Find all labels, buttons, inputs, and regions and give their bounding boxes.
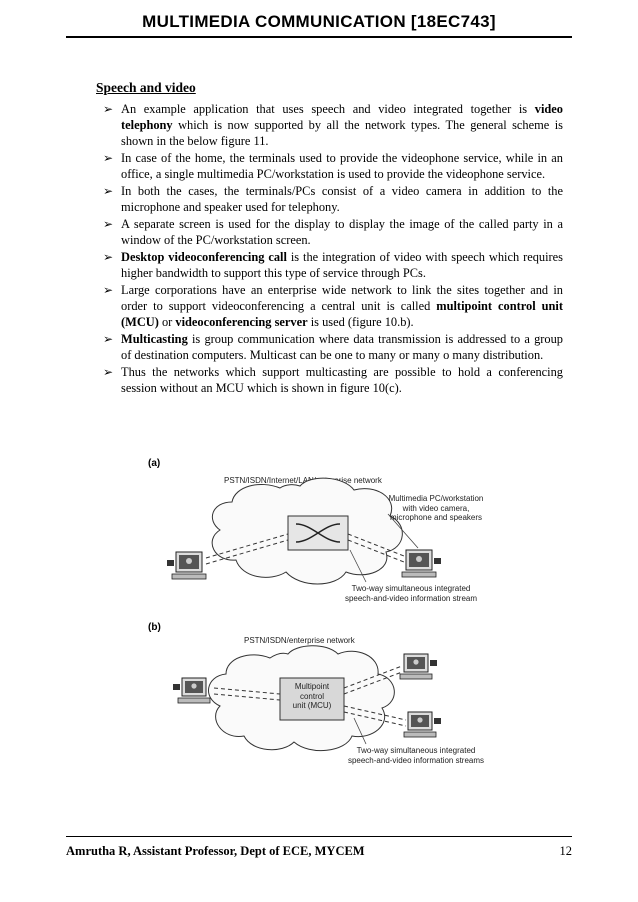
bullet-arrow-icon: ➢	[103, 283, 114, 297]
right-terminal	[402, 550, 441, 577]
bullet-text: or	[158, 315, 176, 329]
bullet-bold-text: Desktop videoconferencing call	[121, 250, 287, 264]
bullet-arrow-icon: ➢	[103, 217, 114, 231]
mcu-label: Multipoint control unit (MCU)	[292, 682, 332, 710]
bullet-arrow-icon: ➢	[103, 365, 114, 379]
figure-a	[140, 458, 500, 608]
bullet-item	[103, 101, 563, 149]
bullet-text: In case of the home, the terminals used to provide the videophone service, while in an office, a single multimedia PC/workstation is used to provide the videophone service.	[121, 151, 563, 181]
figure-b-stream-note: Two-way simultaneous integrated speech-and-video information streams	[347, 746, 485, 765]
page-number: 12	[559, 844, 572, 858]
section-heading: Speech and video	[96, 80, 196, 95]
bullet-text: is group communication where data transmission is addressed to a group of destination computers. Multicast can be one to many or many o many distribution.	[121, 332, 563, 362]
top-right-terminal-b	[400, 654, 437, 679]
left-terminal-b	[173, 678, 210, 703]
bullet-bold-text: video telephony	[121, 102, 563, 132]
figure-a-stream-note: Two-way simultaneous integrated speech-and-video information stream	[344, 584, 478, 603]
bullet-item	[103, 216, 563, 248]
bullet-arrow-icon: ➢	[103, 184, 114, 198]
page-header-title: MULTIMEDIA COMMUNICATION [18EC743]	[142, 12, 496, 31]
bullet-bold-text: Multicasting	[121, 332, 188, 346]
bottom-right-terminal-b	[404, 712, 441, 737]
bullet-bold-text: videoconferencing server	[175, 315, 308, 329]
bullet-arrow-icon: ➢	[103, 332, 114, 346]
figure-b-network-label: PSTN/ISDN/enterprise network	[244, 636, 355, 645]
bullet-list	[103, 101, 563, 397]
bullet-text: is used (figure 10.b).	[307, 315, 414, 329]
bullet-item	[103, 249, 563, 281]
bullet-text: Thus the networks which support multicasting are possible to hold a conferencing session without an MCU which is shown in figure 10(c).	[121, 365, 563, 395]
bullet-text: In both the cases, the terminals/PCs consist of a video camera in addition to the microphone and speaker used for telephony.	[121, 184, 563, 214]
bullet-arrow-icon: ➢	[103, 102, 114, 116]
figure-b	[140, 622, 500, 772]
figure-b-label: (b)	[148, 622, 161, 633]
figure-a-network-label: PSTN/ISDN/Internet/LAN/enterprise network	[224, 476, 382, 485]
bullet-arrow-icon: ➢	[103, 250, 114, 264]
footer-author: Amrutha R, Assistant Professor, Dept of ECE, MYCEM	[66, 844, 365, 858]
bullet-text: A separate screen is used for the display to display the image of the called party in a window of the PC/workstation screen.	[121, 217, 563, 247]
bullet-item	[103, 282, 563, 330]
bullet-item	[103, 364, 563, 396]
bullet-arrow-icon: ➢	[103, 151, 114, 165]
bullet-item	[103, 150, 563, 182]
bullet-item	[103, 183, 563, 215]
bullet-text: Large corporations have an enterprise wide network to link the sites together and in order to support videoconferencing a central unit is called	[121, 283, 563, 313]
bullet-bold-text: multipoint control unit (MCU)	[121, 299, 563, 329]
bullet-item	[103, 331, 563, 363]
bullet-text: An example application that uses speech and video integrated together is	[121, 102, 535, 116]
footer-rule	[66, 836, 572, 837]
header-rule	[66, 36, 572, 38]
figure-a-terminal-note: Multimedia PC/workstation with video camera, microphone and speakers	[388, 494, 484, 522]
left-terminal	[167, 552, 206, 579]
bullet-text: which is now supported by all the network types. The general scheme is shown in the below figure 11.	[121, 118, 563, 148]
bullet-text: is the integration of video with speech which requires higher bandwidth to support this type of service through PCs.	[121, 250, 564, 280]
figure-a-label: (a)	[148, 458, 161, 469]
